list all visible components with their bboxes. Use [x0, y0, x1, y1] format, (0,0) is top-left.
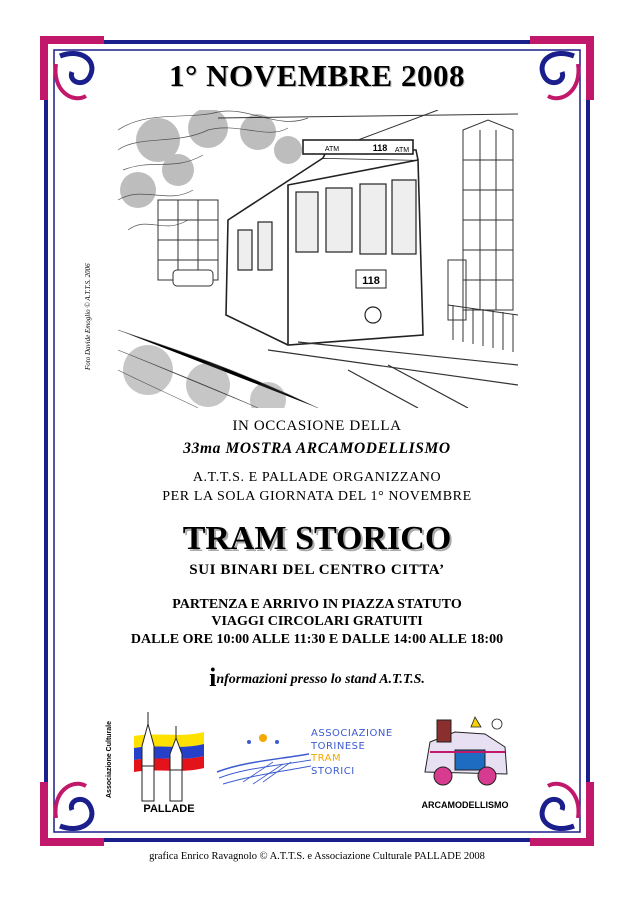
free-rides-detail: VIAGGI CIRCOLARI GRATUITI: [211, 614, 423, 629]
arcamodellismo-logo: [410, 712, 520, 812]
pallade-vertical-text: Associazione Culturale: [106, 720, 113, 798]
corner-ornament-bottom-left: [40, 782, 104, 846]
tram-sign-left: ATM: [324, 146, 340, 153]
main-title: TRAM STORICO: [182, 520, 452, 557]
tram-sketch-illustration: [118, 110, 518, 408]
info-line: [0, 663, 634, 693]
single-day-line: PER LA SOLA GIORNATA DEL 1° NOVEMBRE: [162, 489, 472, 504]
pallade-name: PALLADE: [143, 803, 195, 815]
exhibition-name: 33ma MOSTRA ARCAMODELLISMO: [183, 440, 451, 457]
schedule-detail: DALLE ORE 10:00 ALLE 11:30 E DALLE 14:00 ALLE 18:00: [130, 632, 504, 647]
photo-credit: Foto Davide Emoglio © A.T.T.S. 2006: [84, 263, 92, 370]
footer-credit: grafica Enrico Ravagnolo © A.T.T.S. e Associazione Culturale PALLADE 2008: [149, 851, 485, 862]
organizers-line: A.T.T.S. E PALLADE ORGANIZZANO: [192, 470, 442, 485]
tram-front-number: 118: [362, 275, 380, 287]
event-date: 1° NOVEMBRE 2008: [169, 58, 465, 93]
intro-line: IN OCCASIONE DELLA: [232, 418, 402, 434]
pallade-logo: [106, 706, 207, 821]
corner-ornament-bottom-right: [530, 782, 594, 846]
arcamodellismo-name: ARCAMODELLISMO: [421, 800, 509, 810]
atts-name-line4: STORICI: [311, 765, 355, 777]
info-text: nformazioni presso lo stand A.T.T.S.: [216, 672, 425, 687]
tram-sign-right: ATM: [394, 147, 410, 154]
info-initial: i: [209, 663, 217, 692]
atts-name-line1: ASSOCIAZIONE: [311, 728, 393, 739]
departure-detail: PARTENZA E ARRIVO IN PIAZZA STATUTO: [172, 597, 462, 612]
atts-logo: [213, 726, 408, 796]
tram-roof-number: 118: [372, 143, 388, 153]
subtitle: SUI BINARI DEL CENTRO CITTA’: [189, 562, 445, 578]
atts-name-line2: TORINESE: [311, 740, 366, 752]
atts-name-line3: TRAM: [311, 753, 342, 764]
